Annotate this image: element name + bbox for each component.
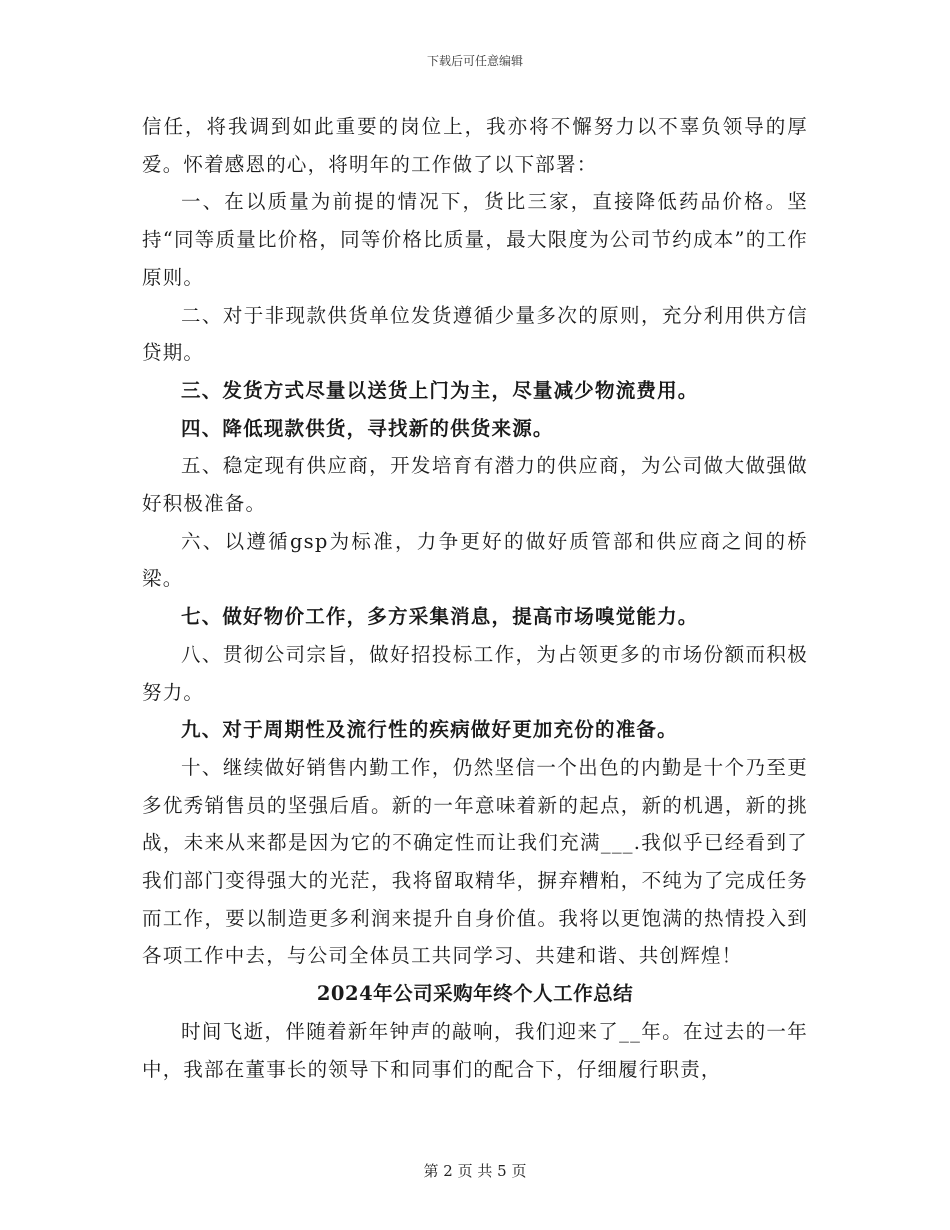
- paragraph-item-6: 六、以遵循gsp为标准，力争更好的做好质管部和供应商之间的桥梁。: [142, 529, 808, 591]
- page-footer: 第 2 页 共 5 页: [423, 1162, 527, 1180]
- section-paragraph: 时间飞逝，伴随着新年钟声的敲响，我们迎来了__年。在过去的一年中，我部在董事长的领导下和同事们的配合下，仔细履行职责，: [142, 1019, 808, 1081]
- document-body: [142, 108, 808, 1088]
- paragraph-item-1: 一、在以质量为前提的情况下，货比三家，直接降低药品价格。坚持“同等质量比价格，同等价格比质量，最大限度为公司节约成本”的工作原则。: [142, 190, 808, 289]
- paragraph-item-3: 三、发货方式尽量以送货上门为主，尽量减少物流费用。: [181, 378, 699, 402]
- paragraph-continuation: 信任，将我调到如此重要的岗位上，我亦将不懈努力以不辜负领导的厚爱。怀着感恩的心，将明年的工作做了以下部署：: [142, 115, 808, 176]
- paragraph-item-8: 八、贯彻公司宗旨，做好招投标工作，为占领更多的市场份额而积极努力。: [142, 642, 808, 704]
- paragraph-item-4: 四、降低现款供货，寻找新的供货来源。: [181, 416, 554, 440]
- section-title: 2024年公司采购年终个人工作总结: [316, 982, 634, 1006]
- paragraph-item-10: 十、继续做好销售内勤工作，仍然坚信一个出色的内勤是十个乃至更多优秀销售员的坚强后盾。新的一年意味着新的起点，新的机遇，新的挑战，未来从来都是因为它的不确定性而让我们充满___.我似乎已经看到了我们部门变得强大的光茫，我将留取精华，摒弃糟粕，不纯为了完成任务而工作，要以制造更多利润来提升自身价值。我将以更饱满的热情投入到各项工作中去，与公司全体员工共同学习、共建和谐、共创辉煌！: [142, 755, 808, 968]
- paragraph-item-2: 二、对于非现款供货单位发货遵循少量多次的原则，充分利用供方信贷期。: [142, 303, 808, 365]
- page-header: 下载后可任意编辑: [426, 54, 523, 68]
- paragraph-item-9: 九、对于周期性及流行性的疾病做好更加充份的准备。: [181, 718, 678, 742]
- paragraph-item-7: 七、做好物价工作，多方采集消息，提高市场嗅觉能力。: [181, 605, 699, 629]
- paragraph-item-5: 五、稳定现有供应商，开发培育有潜力的供应商，为公司做大做强做好积极准备。: [142, 454, 808, 516]
